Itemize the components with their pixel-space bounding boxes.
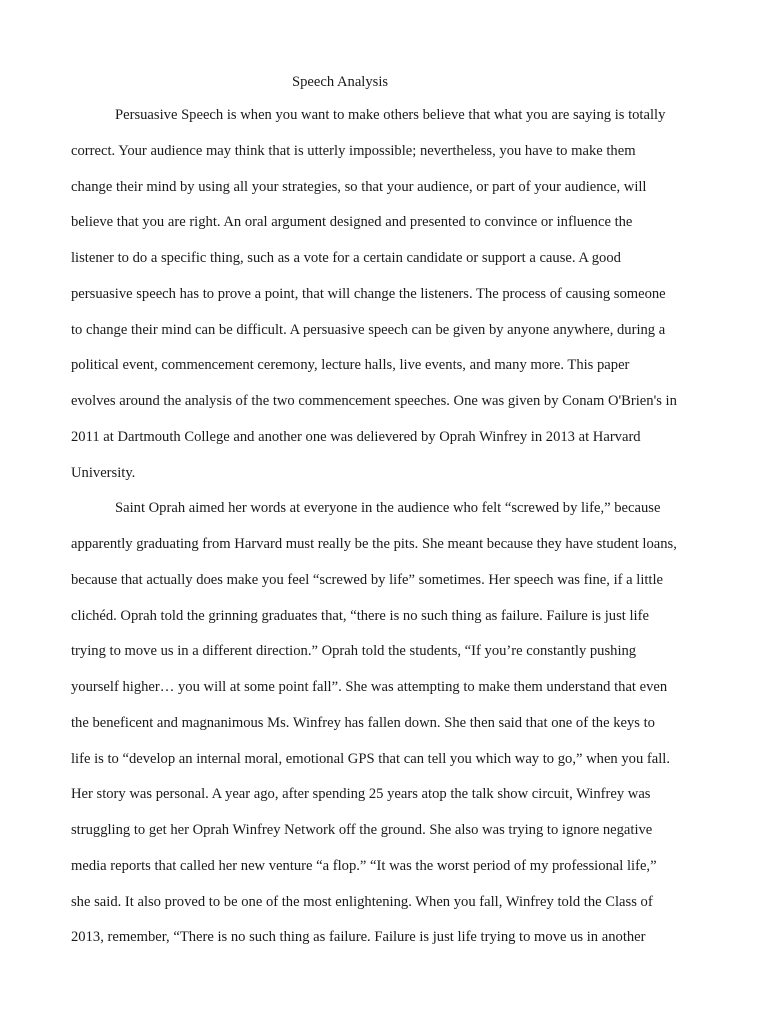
text-line: 2013, remember, “There is no such thing as failure. Failure is just life trying to move us in another <box>71 929 646 946</box>
text-line: trying to move us in a different direction.” Oprah told the students, “If you’re constantly pushing <box>71 643 637 660</box>
paragraph <box>71 98 711 491</box>
text-line: life is to “develop an internal moral, emotional GPS that can tell you which way to go,” when you fall. <box>71 750 671 767</box>
text-line: political event, commencement ceremony, lecture halls, live events, and many more. This paper <box>71 357 630 374</box>
text-line: she said. It also proved to be one of the most enlightening. When you fall, Winfrey told the Class of <box>71 893 653 910</box>
text-line: because that actually does make you feel “screwed by life” sometimes. Her speech was fine, if a little <box>71 571 664 588</box>
document-body <box>71 98 711 956</box>
text-line: evolves around the analysis of the two commencement speeches. One was given by Conam O'Brien's in <box>71 393 677 409</box>
text-line: Her story was personal. A year ago, after spending 25 years atop the talk show circuit, Winfrey was <box>71 786 651 803</box>
text-line: clichéd. Oprah told the grinning graduates that, “there is no such thing as failure. Failure is just life <box>71 607 649 624</box>
text-line: 2011 at Dartmouth College and another one was delievered by Oprah Winfrey in 2013 at Harvard <box>71 428 641 445</box>
text-line: Persuasive Speech is when you want to make others believe that what you are saying is totally <box>115 107 666 123</box>
document-title: Speech Analysis <box>292 74 389 90</box>
text-line: persuasive speech has to prove a point, that will change the listeners. The process of causing someone <box>71 285 666 302</box>
text-line: media reports that called her new venture “a flop.” “It was the worst period of my professional life,” <box>71 857 657 874</box>
text-line: the beneficent and magnanimous Ms. Winfrey has fallen down. She then said that one of the keys to <box>71 714 655 731</box>
text-line: apparently graduating from Harvard must really be the pits. She meant because they have student loans, <box>71 536 677 552</box>
text-line: Saint Oprah aimed her words at everyone in the audience who felt “screwed by life,” because <box>115 500 661 517</box>
text-line: believe that you are right. An oral argument designed and presented to convince or influence the <box>71 214 633 231</box>
text-line: correct. Your audience may think that is utterly impossible; nevertheless, you have to make them <box>71 142 636 159</box>
text-line: struggling to get her Oprah Winfrey Network off the ground. She also was trying to ignore negative <box>71 822 653 838</box>
paragraph <box>71 491 711 956</box>
text-line: listener to do a specific thing, such as a vote for a certain candidate or support a cause. A good <box>71 250 621 266</box>
text-line: University. <box>71 464 136 481</box>
text-line: change their mind by using all your strategies, so that your audience, or part of your audience, will <box>71 178 647 195</box>
text-line: yourself higher… you will at some point fall”. She was attempting to make them understand that even <box>71 679 668 695</box>
text-line: to change their mind can be difficult. A persuasive speech can be given by anyone anywhere, during a <box>71 321 666 338</box>
